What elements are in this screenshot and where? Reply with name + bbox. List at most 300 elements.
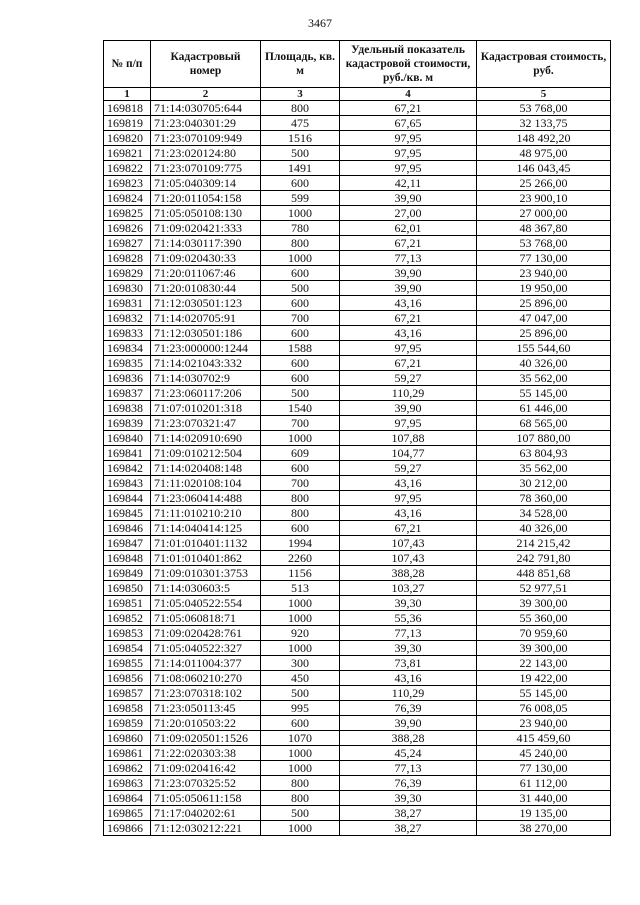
- cadastral-value-cell: 155 544,60: [477, 341, 611, 356]
- row-number-cell: 169856: [104, 671, 151, 686]
- row-number-cell: 169837: [104, 386, 151, 401]
- unit-value-cell: 97,95: [340, 131, 477, 146]
- area-cell: 1156: [261, 566, 340, 581]
- cadastral-value-cell: 55 145,00: [477, 386, 611, 401]
- cadastral-number-cell: 71:20:010503:22: [151, 716, 261, 731]
- unit-value-cell: 38,27: [340, 821, 477, 836]
- cadastral-value-cell: 39 300,00: [477, 596, 611, 611]
- row-number-cell: 169862: [104, 761, 151, 776]
- area-cell: 780: [261, 221, 340, 236]
- cadastral-value-table: [103, 40, 611, 836]
- table-row: [104, 521, 611, 536]
- area-cell: 700: [261, 476, 340, 491]
- unit-value-cell: 77,13: [340, 761, 477, 776]
- unit-value-cell: 388,28: [340, 566, 477, 581]
- row-number-cell: 169860: [104, 731, 151, 746]
- table-row: [104, 386, 611, 401]
- row-number-cell: 169829: [104, 266, 151, 281]
- cadastral-number-cell: 71:12:030501:186: [151, 326, 261, 341]
- area-cell: 800: [261, 236, 340, 251]
- area-cell: 1000: [261, 431, 340, 446]
- cadastral-value-cell: 38 270,00: [477, 821, 611, 836]
- area-cell: 600: [261, 176, 340, 191]
- table-row: [104, 371, 611, 386]
- unit-value-cell: 39,90: [340, 716, 477, 731]
- cadastral-number-cell: 71:23:070318:102: [151, 686, 261, 701]
- cadastral-value-cell: 19 135,00: [477, 806, 611, 821]
- cadastral-value-cell: 27 000,00: [477, 206, 611, 221]
- table-row: [104, 611, 611, 626]
- unit-value-cell: 42,11: [340, 176, 477, 191]
- area-cell: 500: [261, 146, 340, 161]
- row-number-cell: 169821: [104, 146, 151, 161]
- cadastral-value-cell: 19 422,00: [477, 671, 611, 686]
- row-number-cell: 169825: [104, 206, 151, 221]
- row-number-cell: 169859: [104, 716, 151, 731]
- cadastral-value-cell: 61 446,00: [477, 401, 611, 416]
- row-number-cell: 169850: [104, 581, 151, 596]
- unit-value-cell: 107,43: [340, 551, 477, 566]
- table-row: [104, 701, 611, 716]
- unit-value-cell: 55,36: [340, 611, 477, 626]
- cadastral-number-cell: 71:05:040309:14: [151, 176, 261, 191]
- cadastral-value-cell: 25 896,00: [477, 296, 611, 311]
- cadastral-value-cell: 25 266,00: [477, 176, 611, 191]
- row-number-cell: 169833: [104, 326, 151, 341]
- cadastral-number-cell: 71:05:060818:71: [151, 611, 261, 626]
- cadastral-value-cell: 23 940,00: [477, 266, 611, 281]
- cadastral-value-cell: 48 367,80: [477, 221, 611, 236]
- table-row: [104, 416, 611, 431]
- cadastral-value-cell: 25 896,00: [477, 326, 611, 341]
- cadastral-number-cell: 71:05:040522:554: [151, 596, 261, 611]
- area-cell: 500: [261, 281, 340, 296]
- cadastral-value-cell: 415 459,60: [477, 731, 611, 746]
- page-number: 3467: [308, 16, 332, 30]
- table-row: [104, 791, 611, 806]
- table-row: [104, 821, 611, 836]
- unit-value-cell: 43,16: [340, 506, 477, 521]
- cadastral-number-cell: 71:05:040522:327: [151, 641, 261, 656]
- area-cell: 500: [261, 686, 340, 701]
- table-row: [104, 656, 611, 671]
- cadastral-value-cell: 55 360,00: [477, 611, 611, 626]
- area-cell: 600: [261, 521, 340, 536]
- cadastral-number-cell: 71:14:030117:390: [151, 236, 261, 251]
- row-number-cell: 169851: [104, 596, 151, 611]
- unit-value-cell: 62,01: [340, 221, 477, 236]
- area-cell: 500: [261, 386, 340, 401]
- unit-value-cell: 97,95: [340, 161, 477, 176]
- cadastral-number-cell: 71:05:050611:158: [151, 791, 261, 806]
- area-cell: 1000: [261, 611, 340, 626]
- unit-value-cell: 104,77: [340, 446, 477, 461]
- cadastral-value-cell: 47 047,00: [477, 311, 611, 326]
- area-cell: 600: [261, 716, 340, 731]
- cadastral-value-cell: 448 851,68: [477, 566, 611, 581]
- column-number-row: [104, 88, 611, 101]
- table-row: [104, 311, 611, 326]
- unit-value-cell: 39,90: [340, 281, 477, 296]
- cadastral-number-cell: 71:08:060210:270: [151, 671, 261, 686]
- unit-value-cell: 77,13: [340, 251, 477, 266]
- cadastral-number-cell: 71:23:070109:949: [151, 131, 261, 146]
- header-area: Площадь, кв. м: [261, 41, 340, 88]
- cadastral-number-cell: 71:20:011067:46: [151, 266, 261, 281]
- row-number-cell: 169839: [104, 416, 151, 431]
- table-row: [104, 731, 611, 746]
- area-cell: 800: [261, 791, 340, 806]
- cadastral-value-cell: 45 240,00: [477, 746, 611, 761]
- unit-value-cell: 43,16: [340, 326, 477, 341]
- row-number-cell: 169841: [104, 446, 151, 461]
- unit-value-cell: 67,21: [340, 311, 477, 326]
- unit-value-cell: 39,30: [340, 641, 477, 656]
- cadastral-value-cell: 77 130,00: [477, 251, 611, 266]
- area-cell: 800: [261, 101, 340, 116]
- unit-value-cell: 97,95: [340, 146, 477, 161]
- cadastral-number-cell: 71:11:010210:210: [151, 506, 261, 521]
- cadastral-number-cell: 71:14:040414:125: [151, 521, 261, 536]
- table-row: [104, 101, 611, 116]
- table-row: [104, 536, 611, 551]
- area-cell: 609: [261, 446, 340, 461]
- cadastral-value-cell: 61 112,00: [477, 776, 611, 791]
- column-number: 5: [477, 88, 611, 101]
- cadastral-value-cell: 214 215,42: [477, 536, 611, 551]
- cadastral-number-cell: 71:11:020108:104: [151, 476, 261, 491]
- area-cell: 1516: [261, 131, 340, 146]
- cadastral-number-cell: 71:23:000000:1244: [151, 341, 261, 356]
- unit-value-cell: 39,90: [340, 401, 477, 416]
- cadastral-value-cell: 53 768,00: [477, 236, 611, 251]
- table-row: [104, 251, 611, 266]
- row-number-cell: 169818: [104, 101, 151, 116]
- cadastral-value-cell: 77 130,00: [477, 761, 611, 776]
- cadastral-number-cell: 71:14:030705:644: [151, 101, 261, 116]
- table-row: [104, 761, 611, 776]
- table-row: [104, 551, 611, 566]
- row-number-cell: 169865: [104, 806, 151, 821]
- cadastral-number-cell: 71:12:030212:221: [151, 821, 261, 836]
- row-number-cell: 169848: [104, 551, 151, 566]
- row-number-cell: 169823: [104, 176, 151, 191]
- area-cell: 1000: [261, 251, 340, 266]
- table-row: [104, 206, 611, 221]
- table-row: [104, 686, 611, 701]
- cadastral-value-cell: 76 008,05: [477, 701, 611, 716]
- unit-value-cell: 39,90: [340, 191, 477, 206]
- table-row: [104, 641, 611, 656]
- area-cell: 1000: [261, 761, 340, 776]
- unit-value-cell: 67,21: [340, 356, 477, 371]
- cadastral-number-cell: 71:09:020416:42: [151, 761, 261, 776]
- cadastral-value-cell: 35 562,00: [477, 371, 611, 386]
- table-row: [104, 116, 611, 131]
- unit-value-cell: 97,95: [340, 491, 477, 506]
- row-number-cell: 169822: [104, 161, 151, 176]
- header-cadastral-number: Кадастровый номер: [151, 41, 261, 88]
- cadastral-number-cell: 71:20:010830:44: [151, 281, 261, 296]
- row-number-cell: 169838: [104, 401, 151, 416]
- table-row: [104, 326, 611, 341]
- table-row: [104, 596, 611, 611]
- cadastral-number-cell: 71:22:020303:38: [151, 746, 261, 761]
- area-cell: 300: [261, 656, 340, 671]
- unit-value-cell: 67,21: [340, 236, 477, 251]
- unit-value-cell: 97,95: [340, 416, 477, 431]
- row-number-cell: 169842: [104, 461, 151, 476]
- row-number-cell: 169863: [104, 776, 151, 791]
- table-row: [104, 806, 611, 821]
- cadastral-number-cell: 71:14:030702:9: [151, 371, 261, 386]
- header-unit-value: Удельный показатель кадастровой стоимости, руб./кв. м: [340, 41, 477, 88]
- table-row: [104, 341, 611, 356]
- row-number-cell: 169845: [104, 506, 151, 521]
- row-number-cell: 169864: [104, 791, 151, 806]
- unit-value-cell: 97,95: [340, 341, 477, 356]
- cadastral-value-cell: 148 492,20: [477, 131, 611, 146]
- table-row: [104, 776, 611, 791]
- cadastral-number-cell: 71:23:060414:488: [151, 491, 261, 506]
- row-number-cell: 169836: [104, 371, 151, 386]
- cadastral-number-cell: 71:14:011004:377: [151, 656, 261, 671]
- table-row: [104, 236, 611, 251]
- cadastral-value-cell: 52 977,51: [477, 581, 611, 596]
- table-row: [104, 401, 611, 416]
- cadastral-value-cell: 68 565,00: [477, 416, 611, 431]
- column-number: 4: [340, 88, 477, 101]
- unit-value-cell: 107,43: [340, 536, 477, 551]
- unit-value-cell: 43,16: [340, 671, 477, 686]
- area-cell: 450: [261, 671, 340, 686]
- cadastral-value-cell: 34 528,00: [477, 506, 611, 521]
- unit-value-cell: 76,39: [340, 776, 477, 791]
- row-number-cell: 169847: [104, 536, 151, 551]
- unit-value-cell: 388,28: [340, 731, 477, 746]
- cadastral-value-cell: 55 145,00: [477, 686, 611, 701]
- cadastral-number-cell: 71:09:020428:761: [151, 626, 261, 641]
- cadastral-number-cell: 71:14:020705:91: [151, 311, 261, 326]
- header-cadastral-value: Кадастровая стоимость, руб.: [477, 41, 611, 88]
- area-cell: 1491: [261, 161, 340, 176]
- cadastral-value-cell: 39 300,00: [477, 641, 611, 656]
- area-cell: 600: [261, 461, 340, 476]
- table-body: [104, 101, 611, 836]
- unit-value-cell: 73,81: [340, 656, 477, 671]
- cadastral-value-cell: 23 940,00: [477, 716, 611, 731]
- cadastral-number-cell: 71:23:070109:775: [151, 161, 261, 176]
- area-cell: 1000: [261, 641, 340, 656]
- table-row: [104, 476, 611, 491]
- table-row: [104, 161, 611, 176]
- table-row: [104, 146, 611, 161]
- unit-value-cell: 27,00: [340, 206, 477, 221]
- unit-value-cell: 38,27: [340, 806, 477, 821]
- table-row: [104, 461, 611, 476]
- column-number: 2: [151, 88, 261, 101]
- unit-value-cell: 59,27: [340, 371, 477, 386]
- row-number-cell: 169835: [104, 356, 151, 371]
- cadastral-number-cell: 71:23:050113:45: [151, 701, 261, 716]
- unit-value-cell: 67,65: [340, 116, 477, 131]
- area-cell: 600: [261, 296, 340, 311]
- table-row: [104, 191, 611, 206]
- cadastral-value-cell: 53 768,00: [477, 101, 611, 116]
- area-cell: 800: [261, 491, 340, 506]
- cadastral-value-cell: 107 880,00: [477, 431, 611, 446]
- cadastral-value-cell: 35 562,00: [477, 461, 611, 476]
- row-number-cell: 169854: [104, 641, 151, 656]
- table-row: [104, 176, 611, 191]
- area-cell: 995: [261, 701, 340, 716]
- area-cell: 600: [261, 326, 340, 341]
- unit-value-cell: 39,30: [340, 596, 477, 611]
- cadastral-value-cell: 48 975,00: [477, 146, 611, 161]
- area-cell: 1000: [261, 206, 340, 221]
- unit-value-cell: 59,27: [340, 461, 477, 476]
- unit-value-cell: 110,29: [340, 386, 477, 401]
- cadastral-value-cell: 146 043,45: [477, 161, 611, 176]
- area-cell: 1000: [261, 596, 340, 611]
- cadastral-value-cell: 32 133,75: [477, 116, 611, 131]
- table-row: [104, 716, 611, 731]
- area-cell: 513: [261, 581, 340, 596]
- cadastral-value-cell: 30 212,00: [477, 476, 611, 491]
- table-row: [104, 566, 611, 581]
- unit-value-cell: 107,88: [340, 431, 477, 446]
- unit-value-cell: 67,21: [340, 101, 477, 116]
- header-row-number: № п/п: [104, 41, 151, 88]
- row-number-cell: 169827: [104, 236, 151, 251]
- cadastral-number-cell: 71:09:020501:1526: [151, 731, 261, 746]
- row-number-cell: 169857: [104, 686, 151, 701]
- row-number-cell: 169855: [104, 656, 151, 671]
- cadastral-number-cell: 71:14:030603:5: [151, 581, 261, 596]
- row-number-cell: 169861: [104, 746, 151, 761]
- cadastral-number-cell: 71:23:020124:80: [151, 146, 261, 161]
- row-number-cell: 169853: [104, 626, 151, 641]
- cadastral-number-cell: 71:09:020430:33: [151, 251, 261, 266]
- table-row: [104, 626, 611, 641]
- unit-value-cell: 39,30: [340, 791, 477, 806]
- table-row: [104, 491, 611, 506]
- cadastral-number-cell: 71:07:010201:318: [151, 401, 261, 416]
- row-number-cell: 169844: [104, 491, 151, 506]
- area-cell: 500: [261, 806, 340, 821]
- area-cell: 599: [261, 191, 340, 206]
- area-cell: 600: [261, 266, 340, 281]
- row-number-cell: 169843: [104, 476, 151, 491]
- area-cell: 1000: [261, 746, 340, 761]
- table-row: [104, 431, 611, 446]
- cadastral-value-cell: 242 791,80: [477, 551, 611, 566]
- cadastral-number-cell: 71:05:050108:130: [151, 206, 261, 221]
- area-cell: 800: [261, 506, 340, 521]
- cadastral-value-cell: 40 326,00: [477, 356, 611, 371]
- cadastral-number-cell: 71:09:010212:504: [151, 446, 261, 461]
- row-number-cell: 169849: [104, 566, 151, 581]
- row-number-cell: 169840: [104, 431, 151, 446]
- area-cell: 1000: [261, 821, 340, 836]
- table-row: [104, 131, 611, 146]
- area-cell: 475: [261, 116, 340, 131]
- row-number-cell: 169819: [104, 116, 151, 131]
- table-row: [104, 296, 611, 311]
- cadastral-number-cell: 71:01:010401:862: [151, 551, 261, 566]
- row-number-cell: 169832: [104, 311, 151, 326]
- area-cell: 1540: [261, 401, 340, 416]
- area-cell: 1994: [261, 536, 340, 551]
- row-number-cell: 169834: [104, 341, 151, 356]
- table-row: [104, 671, 611, 686]
- row-number-cell: 169830: [104, 281, 151, 296]
- cadastral-number-cell: 71:01:010401:1132: [151, 536, 261, 551]
- area-cell: 600: [261, 356, 340, 371]
- unit-value-cell: 67,21: [340, 521, 477, 536]
- row-number-cell: 169824: [104, 191, 151, 206]
- unit-value-cell: 43,16: [340, 476, 477, 491]
- cadastral-value-cell: 31 440,00: [477, 791, 611, 806]
- area-cell: 2260: [261, 551, 340, 566]
- cadastral-number-cell: 71:14:021043:332: [151, 356, 261, 371]
- cadastral-number-cell: 71:23:070325:52: [151, 776, 261, 791]
- row-number-cell: 169826: [104, 221, 151, 236]
- cadastral-value-cell: 19 950,00: [477, 281, 611, 296]
- table-row: [104, 746, 611, 761]
- area-cell: 600: [261, 371, 340, 386]
- cadastral-value-cell: 63 804,93: [477, 446, 611, 461]
- row-number-cell: 169828: [104, 251, 151, 266]
- table-row: [104, 266, 611, 281]
- cadastral-value-cell: 22 143,00: [477, 656, 611, 671]
- area-cell: 700: [261, 311, 340, 326]
- row-number-cell: 169831: [104, 296, 151, 311]
- header-row: [104, 41, 611, 88]
- cadastral-value-cell: 40 326,00: [477, 521, 611, 536]
- cadastral-number-cell: 71:14:020910:690: [151, 431, 261, 446]
- table-row: [104, 446, 611, 461]
- cadastral-number-cell: 71:23:060117:206: [151, 386, 261, 401]
- cadastral-value-cell: 78 360,00: [477, 491, 611, 506]
- unit-value-cell: 45,24: [340, 746, 477, 761]
- unit-value-cell: 77,13: [340, 626, 477, 641]
- cadastral-number-cell: 71:20:011054:158: [151, 191, 261, 206]
- column-number: 3: [261, 88, 340, 101]
- table-row: [104, 506, 611, 521]
- unit-value-cell: 39,90: [340, 266, 477, 281]
- row-number-cell: 169846: [104, 521, 151, 536]
- unit-value-cell: 103,27: [340, 581, 477, 596]
- area-cell: 920: [261, 626, 340, 641]
- area-cell: 1070: [261, 731, 340, 746]
- row-number-cell: 169852: [104, 611, 151, 626]
- cadastral-number-cell: 71:23:040301:29: [151, 116, 261, 131]
- cadastral-number-cell: 71:09:010301:3753: [151, 566, 261, 581]
- table-row: [104, 356, 611, 371]
- area-cell: 800: [261, 776, 340, 791]
- area-cell: 700: [261, 416, 340, 431]
- unit-value-cell: 43,16: [340, 296, 477, 311]
- table-row: [104, 281, 611, 296]
- unit-value-cell: 76,39: [340, 701, 477, 716]
- table-row: [104, 221, 611, 236]
- cadastral-value-cell: 23 900,10: [477, 191, 611, 206]
- cadastral-value-cell: 70 959,60: [477, 626, 611, 641]
- cadastral-number-cell: 71:23:070321:47: [151, 416, 261, 431]
- row-number-cell: 169820: [104, 131, 151, 146]
- row-number-cell: 169858: [104, 701, 151, 716]
